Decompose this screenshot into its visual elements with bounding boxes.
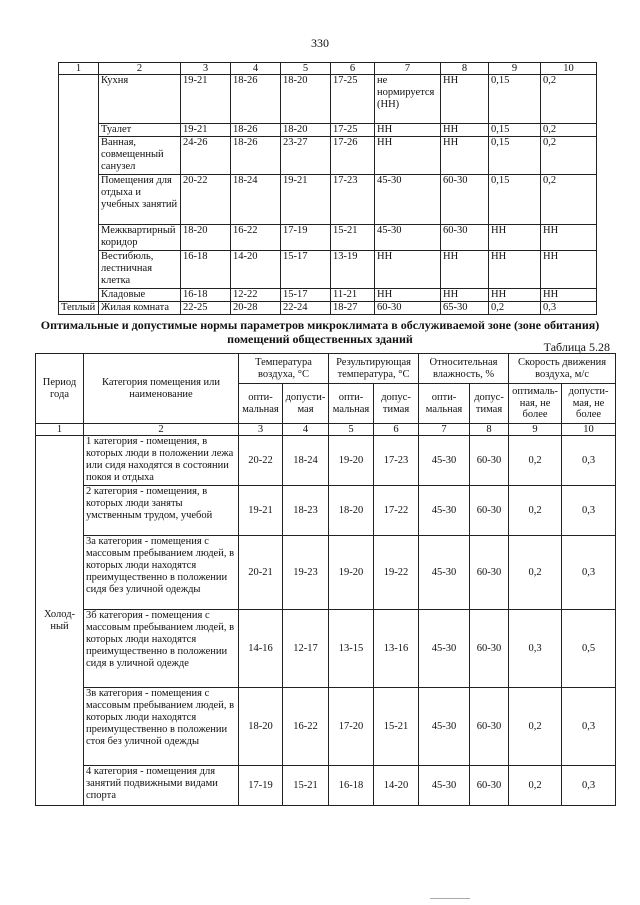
period-cold: Холод-ный (36, 436, 84, 806)
cell-value: 60-30 (470, 536, 509, 610)
cell-value: 15-21 (283, 766, 329, 806)
room-name: Вестибюль, лестничная клетка (99, 251, 181, 289)
cell-value: 60-30 (470, 610, 509, 688)
cell-value: 0,2 (509, 436, 562, 486)
cell-value: 45-30 (419, 486, 470, 536)
cell-value: 19-22 (374, 536, 419, 610)
subheader-dop: допусти-мая (283, 384, 329, 424)
cell-value: 18-26 (231, 137, 281, 175)
cell-value: 18-23 (283, 486, 329, 536)
col-num: 4 (231, 63, 281, 75)
table-row (59, 75, 597, 124)
cell-value: 13-19 (331, 251, 375, 289)
table-row (36, 688, 616, 766)
table-row (36, 536, 616, 610)
header-period: Период года (36, 354, 84, 424)
col-num: 8 (441, 63, 489, 75)
cell-value: 16-22 (283, 688, 329, 766)
cell-value: 0,3 (562, 486, 616, 536)
cell-value: 16-18 (329, 766, 374, 806)
cell-value: 19-21 (181, 75, 231, 124)
cell-value: 0,3 (562, 688, 616, 766)
cell-value: НН (441, 251, 489, 289)
table-row (59, 251, 597, 289)
cell-value: 18-27 (331, 302, 375, 315)
cell-value: 0,3 (541, 302, 597, 315)
cell-value: 65-30 (441, 302, 489, 315)
header-air-speed: Скорость движения воздуха, м/с (509, 354, 616, 384)
cell-value: 0,2 (541, 124, 597, 137)
category-cell: 3в категория - помещения с массовым пребыванием людей, в которых люди находятся преимущественно в положении стоя без уличной одежды (84, 688, 239, 766)
cell-value: 0,5 (562, 610, 616, 688)
table-row (59, 124, 597, 137)
col-num: 3 (181, 63, 231, 75)
room-name: Жилая комната (99, 302, 181, 315)
cell-value: 0,2 (489, 302, 541, 315)
cell-value: 0,15 (489, 175, 541, 225)
category-cell: 3а категория - помещения с массовым пребыванием людей, в которых люди находятся преимущественно в положении сидя без уличной одежды (84, 536, 239, 610)
cell-value: 20-22 (239, 436, 283, 486)
cell-value: 19-21 (181, 124, 231, 137)
cell-value: 13-16 (374, 610, 419, 688)
cell-value: НН (541, 225, 597, 251)
page-number: 330 (311, 36, 329, 50)
cell-value: 0,2 (509, 536, 562, 610)
col-num: 8 (470, 424, 509, 436)
table-row (59, 175, 597, 225)
cell-value: 45-30 (419, 610, 470, 688)
cell-value: 18-26 (231, 124, 281, 137)
cell-value: НН (541, 289, 597, 302)
room-name: Кладовые (99, 289, 181, 302)
cell-value: 12-22 (231, 289, 281, 302)
table-row (36, 766, 616, 806)
cell-value: 22-24 (281, 302, 331, 315)
cell-value: 13-15 (329, 610, 374, 688)
table-row (59, 289, 597, 302)
cell-value: 14-16 (239, 610, 283, 688)
subheader-opt: опти-мальная (419, 384, 470, 424)
table-row (36, 610, 616, 688)
cell-value: НН (489, 251, 541, 289)
cell-value: 60-30 (441, 175, 489, 225)
cell-value: 0,3 (562, 766, 616, 806)
cell-value: НН (441, 289, 489, 302)
table-row (36, 486, 616, 536)
cell-value: 17-22 (374, 486, 419, 536)
cell-value: НН (375, 289, 441, 302)
cell-value: 45-30 (419, 688, 470, 766)
cell-value: 0,3 (562, 536, 616, 610)
cell-value: 15-17 (281, 251, 331, 289)
cell-value: 17-25 (331, 124, 375, 137)
cell-value: НН (441, 75, 489, 124)
cell-value: 45-30 (419, 436, 470, 486)
cell-value: не нормируется (НН) (375, 75, 441, 124)
cell-value: 60-30 (470, 766, 509, 806)
cell-value: 0,3 (562, 436, 616, 486)
cell-value: 45-30 (375, 225, 441, 251)
cell-value: НН (489, 289, 541, 302)
col-num: 6 (374, 424, 419, 436)
cell-value: 20-21 (239, 536, 283, 610)
header-result-temperature: Результирующая температура, °С (329, 354, 419, 384)
cell-value: 17-26 (331, 137, 375, 175)
cell-value: НН (489, 225, 541, 251)
col-num: 9 (509, 424, 562, 436)
cell-value: 0,15 (489, 124, 541, 137)
cell-value: 19-20 (329, 536, 374, 610)
col-num: 4 (283, 424, 329, 436)
cell-value: 18-20 (281, 75, 331, 124)
cell-value: 19-21 (239, 486, 283, 536)
room-name: Туалет (99, 124, 181, 137)
col-num: 5 (329, 424, 374, 436)
cell-value: 45-30 (419, 766, 470, 806)
cell-value: 18-20 (329, 486, 374, 536)
cell-value: 19-21 (281, 175, 331, 225)
col-num: 6 (331, 63, 375, 75)
category-cell: 1 категория - помещения, в которых люди в положении лежа или сидя находятся в состоянии покоя и отдыха (84, 436, 239, 486)
cell-value: 17-19 (281, 225, 331, 251)
table-label: Таблица 5.28 (543, 340, 610, 354)
scan-artifact (430, 898, 470, 899)
cell-value: 0,2 (509, 486, 562, 536)
cell-value: НН (441, 124, 489, 137)
col-num: 10 (541, 63, 597, 75)
cell-value: 17-25 (331, 75, 375, 124)
cell-value: 18-20 (239, 688, 283, 766)
cell-value: 60-30 (470, 486, 509, 536)
cell-value: НН (441, 137, 489, 175)
cell-value: 60-30 (441, 225, 489, 251)
cell-value: 15-21 (331, 225, 375, 251)
cell-value: 19-20 (329, 436, 374, 486)
cell-value: НН (541, 251, 597, 289)
cell-value: 14-20 (231, 251, 281, 289)
cell-value: 18-24 (283, 436, 329, 486)
room-name: Ванная, совмещенный санузел (99, 137, 181, 175)
cell-value: НН (375, 137, 441, 175)
header-category: Категория помещения или наименование (84, 354, 239, 424)
subheader-speed-opt: оптималь-ная, не более (509, 384, 562, 424)
cell-value: 0,2 (541, 137, 597, 175)
col-num: 9 (489, 63, 541, 75)
header-humidity: Относительная влажность, % (419, 354, 509, 384)
room-name: Кухня (99, 75, 181, 124)
col-num: 7 (419, 424, 470, 436)
col-num: 2 (99, 63, 181, 75)
section-title: Оптимальные и допустимые нормы параметров микроклимата в обслуживаемой зоне (зоне обитания) помещений общественных зданий (40, 318, 600, 346)
table-row (59, 302, 597, 315)
cell-value: 60-30 (375, 302, 441, 315)
subheader-opt: опти-мальная (239, 384, 283, 424)
cell-value: 14-20 (374, 766, 419, 806)
subheader-dop: допус-тимая (374, 384, 419, 424)
cell-value: 17-23 (374, 436, 419, 486)
table-row (59, 225, 597, 251)
cell-value: 17-19 (239, 766, 283, 806)
cell-value: 18-20 (181, 225, 231, 251)
public-buildings-microclimate-table (35, 353, 616, 806)
col-num: 10 (562, 424, 616, 436)
cell-value: 12-17 (283, 610, 329, 688)
cell-value: НН (375, 124, 441, 137)
subheader-dop: допус-тимая (470, 384, 509, 424)
column-number-row (36, 424, 616, 436)
cell-value: НН (375, 251, 441, 289)
cell-value: 24-26 (181, 137, 231, 175)
cell-value: 20-22 (181, 175, 231, 225)
col-num: 2 (84, 424, 239, 436)
cell-value: 0,15 (489, 137, 541, 175)
cell-value: 18-20 (281, 124, 331, 137)
cell-value: 18-26 (231, 75, 281, 124)
cell-value: 22-25 (181, 302, 231, 315)
category-cell: 3б категория - помещения с массовым пребыванием людей, в которых люди находятся преимущественно в положении сидя в уличной одежде (84, 610, 239, 688)
cell-value: 0,2 (509, 766, 562, 806)
table-row (36, 436, 616, 486)
header-temperature: Температура воздуха, °С (239, 354, 329, 384)
cell-value: 0,15 (489, 75, 541, 124)
cell-value: 45-30 (375, 175, 441, 225)
cell-value: 16-22 (231, 225, 281, 251)
cell-value: 11-21 (331, 289, 375, 302)
category-cell: 2 категория - помещения, в которых люди заняты умственным трудом, учебой (84, 486, 239, 536)
cell-value: 60-30 (470, 688, 509, 766)
cell-value: 0,3 (509, 610, 562, 688)
cell-value: 16-18 (181, 251, 231, 289)
cell-value: 17-20 (329, 688, 374, 766)
cell-value: 20-28 (231, 302, 281, 315)
subheader-opt: опти-мальная (329, 384, 374, 424)
cell-value: 18-24 (231, 175, 281, 225)
cell-value: 15-17 (281, 289, 331, 302)
cell-value: 23-27 (281, 137, 331, 175)
category-cell: 4 категория - помещения для занятий подвижными видами спорта (84, 766, 239, 806)
room-name: Межквартирный коридор (99, 225, 181, 251)
col-num: 5 (281, 63, 331, 75)
room-name: Помещения для отдыха и учебных занятий (99, 175, 181, 225)
cell-value: 0,2 (541, 75, 597, 124)
residential-microclimate-table (58, 62, 597, 315)
period-cell (59, 75, 99, 302)
column-number-row (59, 63, 597, 75)
cell-value: 60-30 (470, 436, 509, 486)
table-row (59, 137, 597, 175)
header-row (36, 354, 616, 384)
cell-value: 19-23 (283, 536, 329, 610)
cell-value: 17-23 (331, 175, 375, 225)
col-num: 1 (36, 424, 84, 436)
cell-value: 45-30 (419, 536, 470, 610)
cell-value: 16-18 (181, 289, 231, 302)
col-num: 3 (239, 424, 283, 436)
cell-value: 0,2 (509, 688, 562, 766)
period-cell: Теплый (59, 302, 99, 315)
cell-value: 0,2 (541, 175, 597, 225)
cell-value: 15-21 (374, 688, 419, 766)
col-num: 1 (59, 63, 99, 75)
subheader-speed-dop: допусти-мая, не более (562, 384, 616, 424)
col-num: 7 (375, 63, 441, 75)
